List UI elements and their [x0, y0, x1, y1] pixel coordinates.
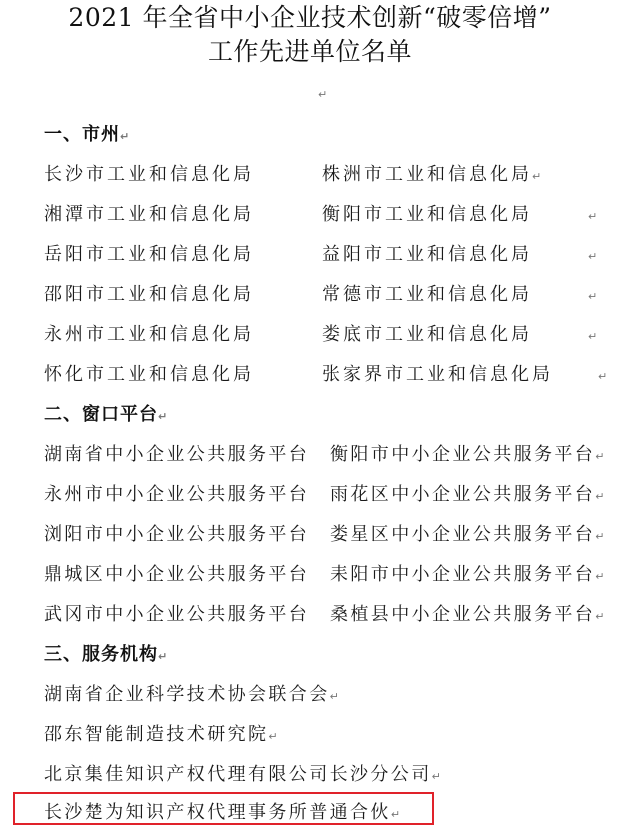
list-item: 株洲市工业和信息化局↵ — [322, 164, 545, 185]
list-item: 邵阳市工业和信息化局 — [44, 284, 254, 305]
list-item: 永州市工业和信息化局 — [44, 324, 254, 345]
paragraph-mark: ↵ — [598, 370, 608, 383]
list-item: 邵东智能制造技术研究院↵ — [44, 724, 281, 745]
list-item: 衡阳市中小企业公共服务平台↵ — [330, 444, 607, 465]
list-item: 张家界市工业和信息化局 — [322, 364, 553, 385]
document-title-line-2: 工作先进单位名单 — [207, 37, 412, 66]
list-item: 永州市中小企业公共服务平台 — [44, 484, 310, 505]
paragraph-mark: ↵ — [588, 210, 598, 223]
list-item: 娄底市工业和信息化局 — [322, 324, 532, 345]
list-item: 武冈市中小企业公共服务平台 — [44, 604, 310, 625]
list-item: 常德市工业和信息化局 — [322, 284, 532, 305]
list-item: 岳阳市工业和信息化局 — [44, 244, 254, 265]
list-item: 耒阳市中小企业公共服务平台↵ — [330, 564, 607, 585]
list-item: 益阳市工业和信息化局 — [322, 244, 532, 265]
list-item: 桑植县中小企业公共服务平台↵ — [330, 604, 607, 625]
paragraph-mark: ↵ — [588, 330, 598, 343]
section-heading-city: 一、市州↵ — [44, 124, 131, 145]
paragraph-mark: ↵ — [318, 88, 328, 101]
section-heading-service-agency: 三、服务机构↵ — [44, 644, 169, 665]
list-item: 雨花区中小企业公共服务平台↵ — [330, 484, 607, 505]
paragraph-mark: ↵ — [588, 290, 598, 303]
highlighted-list-item: 长沙楚为知识产权代理事务所普通合伙↵ — [44, 802, 403, 823]
list-item: 鼎城区中小企业公共服务平台 — [44, 564, 310, 585]
list-item: 娄星区中小企业公共服务平台↵ — [330, 524, 607, 545]
list-item: 湖南省中小企业公共服务平台 — [44, 444, 310, 465]
highlight-box — [13, 792, 434, 825]
list-item: 湖南省企业科学技术协会联合会↵ — [44, 684, 342, 705]
list-item: 怀化市工业和信息化局 — [44, 364, 254, 385]
document-title-line-1: 2021 年全省中小企业技术创新“破零倍增” — [68, 3, 552, 32]
list-item: 湘潭市工业和信息化局 — [44, 204, 254, 225]
list-item: 衡阳市工业和信息化局 — [322, 204, 532, 225]
paragraph-mark: ↵ — [588, 250, 598, 263]
list-item: 北京集佳知识产权代理有限公司长沙分公司↵ — [44, 764, 444, 785]
list-item: 浏阳市中小企业公共服务平台 — [44, 524, 310, 545]
section-heading-window-platform: 二、窗口平台↵ — [44, 404, 169, 425]
list-item: 长沙市工业和信息化局 — [44, 164, 254, 185]
